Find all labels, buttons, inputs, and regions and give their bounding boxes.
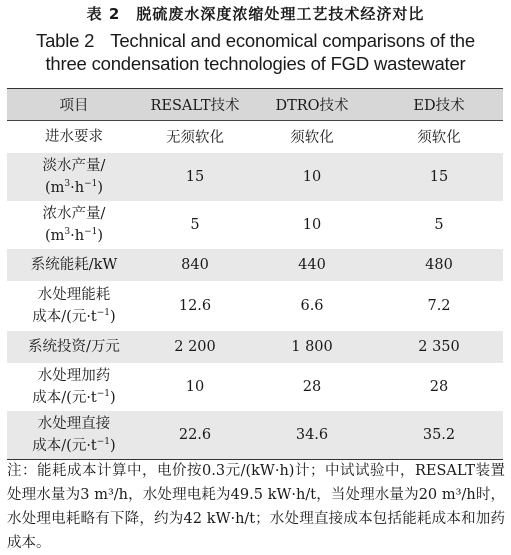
row-label-line1: 浓水产量/	[42, 205, 106, 222]
cell-resalt: 15	[185, 168, 205, 185]
cell-dtro: 1 800	[291, 338, 333, 355]
table-title-english-line2: three condensation technologies of FGD wastewater	[45, 53, 466, 74]
header-dtro: DTRO技术	[249, 89, 375, 121]
unit-text: ·h	[70, 179, 85, 196]
row-label	[7, 281, 141, 331]
cell-dtro: 10	[302, 216, 322, 233]
row-label	[7, 411, 141, 460]
cell-resalt: 22.6	[141, 411, 249, 460]
row-label-line1: 水处理能耗	[37, 286, 111, 303]
row-label	[7, 153, 141, 201]
header-ed: ED技术	[375, 89, 503, 121]
unit-text: 成本/(元·t	[32, 308, 97, 325]
cell-ed: 35.2	[375, 411, 503, 460]
unit-text: 成本/(元·t	[32, 389, 97, 406]
table-row	[7, 121, 503, 153]
unit-superscript: −1	[96, 307, 111, 318]
row-label-line2	[7, 387, 141, 409]
row-label-line2	[7, 306, 141, 328]
table-note: 注：能耗成本计算中，电价按0.3元/(kW·h)计；中试试验中，RESALT装置处理水量为3 m³/h，水处理电耗为49.5 kW·h/t，当处理水量为20 m³/h时，水处理电耗略有下降，约为42 kW·h/t；水处理直接成本包括能耗成本和加药成本。	[7, 463, 505, 551]
unit-text: )	[97, 227, 104, 244]
row-label: 系统能耗/kW	[30, 256, 118, 273]
cell-dtro: 28	[302, 378, 322, 395]
cell-resalt: 840	[181, 256, 209, 273]
cell-resalt: 5	[190, 216, 200, 233]
cell-resalt: 12.6	[178, 297, 212, 314]
table-row	[7, 201, 503, 249]
table-row	[7, 281, 503, 331]
unit-text: (m	[44, 227, 65, 244]
table-row	[7, 331, 503, 363]
unit-text: ·h	[70, 227, 85, 244]
table-row	[7, 153, 503, 201]
cell-dtro: 10	[302, 168, 322, 185]
unit-text: )	[110, 389, 116, 406]
row-label-line1: 水处理直接	[37, 415, 111, 432]
table-header-row	[7, 89, 503, 121]
cell-resalt: 10	[185, 378, 205, 395]
cell-dtro: 6.6	[300, 297, 324, 314]
header-item: 项目	[7, 89, 141, 121]
row-label: 系统投资/万元	[28, 338, 120, 355]
table-row	[7, 411, 503, 460]
comparison-table	[7, 88, 503, 460]
unit-text: )	[97, 179, 104, 196]
cell-ed: 480	[425, 256, 453, 273]
cell-dtro: 须软化	[290, 130, 334, 147]
table-number: Table 2	[36, 30, 95, 51]
unit-superscript: 3	[64, 178, 71, 189]
row-label-line2	[7, 435, 141, 457]
unit-text: (m	[44, 179, 65, 196]
row-label-line1: 淡水产量/	[42, 157, 106, 174]
table-row	[7, 363, 503, 411]
table-title-english-text1: Technical and economical comparisons of the	[110, 30, 475, 51]
row-label: 进水要求	[45, 128, 103, 145]
unit-superscript: 3	[64, 226, 71, 237]
cell-resalt: 2 200	[174, 338, 216, 355]
cell-ed: 5	[434, 216, 444, 233]
unit-text: )	[110, 308, 116, 325]
unit-superscript: −1	[96, 388, 111, 399]
cell-ed: 7.2	[427, 297, 451, 314]
cell-dtro: 34.6	[249, 411, 375, 460]
table-title-english	[0, 29, 511, 75]
unit-text: )	[110, 437, 116, 454]
row-label-line2	[7, 177, 141, 199]
table-row	[7, 249, 503, 281]
row-label	[7, 363, 141, 411]
cell-resalt: 无须软化	[166, 130, 224, 147]
cell-dtro: 440	[298, 256, 326, 273]
table-title-chinese: 表 2 脱硫废水深度浓缩处理工艺技术经济对比	[86, 5, 425, 23]
unit-superscript: −1	[84, 226, 98, 237]
unit-superscript: −1	[84, 178, 98, 189]
table-title-english-line1	[0, 29, 511, 52]
row-label	[7, 201, 141, 249]
unit-text: 成本/(元·t	[32, 437, 97, 454]
cell-ed: 2 350	[418, 338, 460, 355]
header-resalt: RESALT技术	[141, 89, 249, 121]
cell-ed: 须软化	[417, 130, 461, 147]
row-label-line1: 水处理加药	[37, 367, 111, 384]
cell-ed: 28	[429, 378, 449, 395]
unit-superscript: −1	[96, 436, 111, 447]
cell-ed: 15	[429, 168, 449, 185]
row-label-line2	[7, 225, 141, 247]
